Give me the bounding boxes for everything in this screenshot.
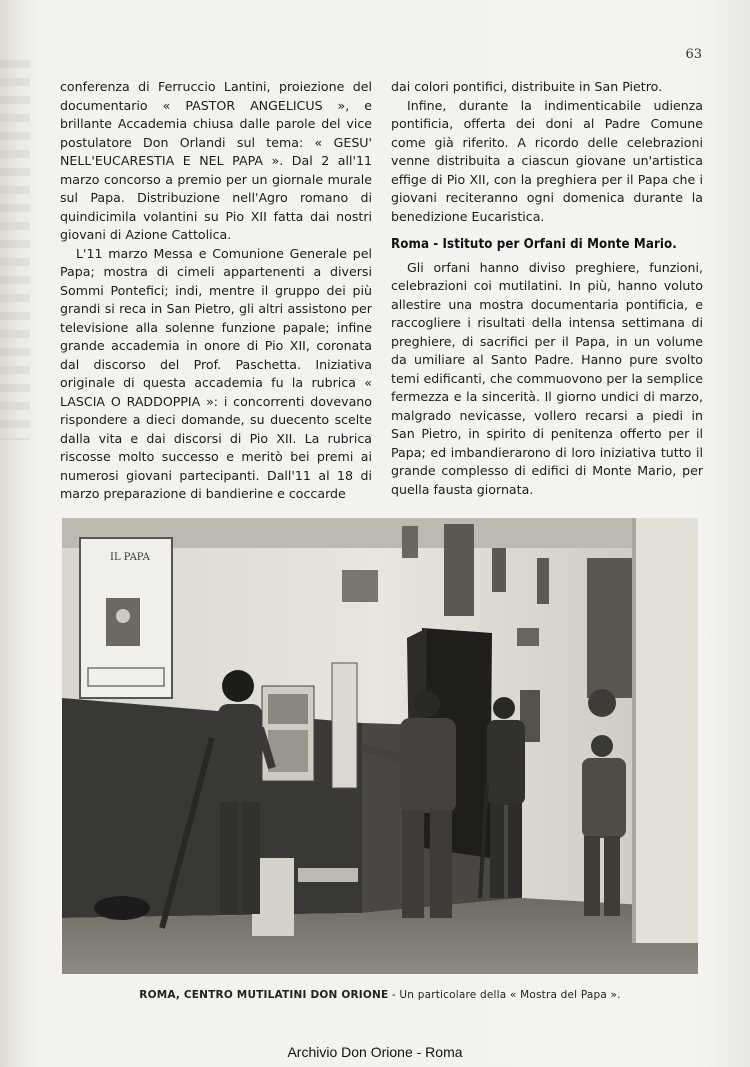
- paragraph: dai colori pontifici, distribuite in San Pietro.: [391, 79, 663, 94]
- text-column-left: [60, 78, 372, 504]
- page-number: 63: [685, 47, 702, 62]
- paragraph: Gli orfani hanno diviso preghiere, funzioni, celebrazioni coi mutilatini. In più, hanno voluto allestire una mostra documentaria pontificia, e raccogliere i risultati della intensa settimana di preghiere, di sacrifici per il Papa, in un volume da umiliare al Santo Padre. Hanno pure svolto temi edificanti, che commuovono per la semplice fermezza e la sincerità. Il giorno undici di marzo, malgrado nevicasse, vollero recarsi a piedi in San Pietro, in spirito di penitenza offerto per il Papa; ed imbandierarono di loro iniziativa tutto il grande complesso di edifici di Monte Mario, per quella fausta giornata.: [391, 259, 703, 497]
- caption-rest: - Un particolare della « Mostra del Papa ».: [388, 989, 621, 1001]
- exhibition-photo: [62, 518, 698, 974]
- poster-title: IL PAPA: [110, 552, 150, 563]
- photo-caption: [62, 989, 698, 1001]
- archive-footer: Archivio Don Orione - Roma: [287, 1044, 463, 1060]
- photo-illustration: [62, 518, 698, 974]
- margin-bleed-through: [0, 60, 30, 440]
- caption-bold: ROMA, CENTRO MUTILATINI DON ORIONE: [139, 989, 389, 1001]
- paragraph: Infine, durante la indimenticabile udienza pontificia, offerta dei doni al Padre Comune come già riferito. A ricordo delle celebrazioni venne distribuita a ciascun giovane un'artistica effige di Pio XII, con la preghiera per il Papa che i giovani reciteranno ogni domenica durante la benedizione Eucaristica.: [391, 97, 703, 224]
- paragraph: conferenza di Ferruccio Lantini, proiezione del documentario « PASTOR ANGELICUS », e brillante Accademia chiusa dalle parole del vice postulatore Don Orlandi sul tema: « GESU' NELL'EUCARESTIA E NEL PAPA ». Dal 2 all'11 marzo concorso a premio per un giornale murale sul Papa. Distribuzione nell'Agro romano di quindicimila volantini su Pio XII fatta dai nostri giovani di Azione Cattolica.: [60, 79, 372, 242]
- text-column-right: [391, 78, 703, 499]
- paragraph: L'11 marzo Messa e Comunione Generale pel Papa; mostra di cimeli appartenenti a diversi Sommi Pontefici; indi, mentre il gruppo dei più grandi si reca in San Pietro, gli altri assistono per televisione alla solenne funzione papale; infine grande accademia in onore di Pio XII, coronata dal discorso del Prof. Paschetta. Iniziativa originale di questa accademia fu la rubrica « LASCIA O RADDOPPIA »: i concorrenti dovevano rispondere a dieci domande, su duecento scelte dalla vita e dai discorsi di Pio XII. La rubrica riscosse molto successo e meritò bei premi ai numerosi giovani partecipanti. Dall'11 al 18 di marzo preparazione di bandierine e coccarde: [60, 245, 372, 501]
- section-heading: Roma - Istituto per Orfani di Monte Mario.: [391, 237, 677, 252]
